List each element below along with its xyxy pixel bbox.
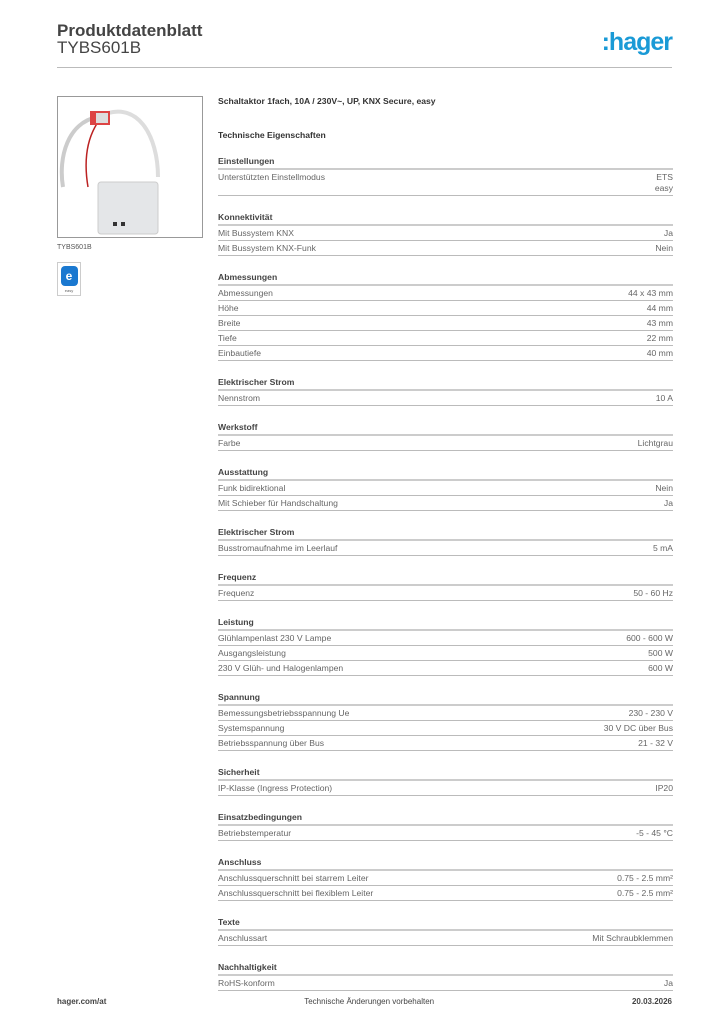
spec-row bbox=[218, 286, 673, 301]
spec-value: 50 - 60 Hz bbox=[633, 588, 673, 598]
badge-label: easy bbox=[64, 287, 74, 293]
section-heading: Elektrischer Strom bbox=[218, 377, 673, 391]
spec-label: Anschlussquerschnitt bei starrem Leiter bbox=[218, 873, 369, 883]
spec-label: Farbe bbox=[218, 438, 241, 448]
spec-row bbox=[218, 301, 673, 316]
footer-date: 20.03.2026 bbox=[631, 997, 672, 1006]
spec-row bbox=[218, 226, 673, 241]
spec-value: 21 - 32 V bbox=[638, 738, 673, 748]
spec-row bbox=[218, 931, 673, 946]
spec-value: -5 - 45 °C bbox=[636, 828, 673, 838]
spec-row bbox=[218, 871, 673, 886]
spec-value: 43 mm bbox=[646, 318, 673, 328]
section-heading: Einsatzbedingungen bbox=[218, 812, 673, 826]
spec-row bbox=[218, 541, 673, 556]
spec-section bbox=[218, 767, 673, 796]
spec-row bbox=[218, 316, 673, 331]
spec-value: 44 mm bbox=[646, 303, 673, 313]
spec-label: Nennstrom bbox=[218, 393, 261, 403]
spec-section bbox=[218, 572, 673, 601]
footer-disclaimer: Technische Änderungen vorbehalten bbox=[304, 997, 435, 1006]
spec-row bbox=[218, 331, 673, 346]
spec-value: Ja bbox=[663, 228, 673, 238]
spec-section bbox=[218, 272, 673, 361]
spec-section bbox=[218, 212, 673, 256]
spec-value: Ja bbox=[663, 498, 673, 508]
spec-label: Betriebstemperatur bbox=[218, 828, 292, 838]
section-heading: Leistung bbox=[218, 617, 673, 631]
spec-section bbox=[218, 617, 673, 676]
section-heading: Nachhaltigkeit bbox=[218, 962, 673, 976]
spec-label: Mit Bussystem KNX bbox=[218, 228, 294, 238]
image-caption: TYBS601B bbox=[57, 244, 92, 251]
spec-row bbox=[218, 170, 673, 196]
spec-row bbox=[218, 826, 673, 841]
spec-label: Betriebsspannung über Bus bbox=[218, 738, 325, 748]
spec-row bbox=[218, 721, 673, 736]
footer-website[interactable]: hager.com/at bbox=[57, 997, 107, 1006]
spec-row bbox=[218, 481, 673, 496]
spec-row bbox=[218, 346, 673, 361]
spec-label: Anschlussquerschnitt bei flexiblem Leiter bbox=[218, 888, 374, 898]
spec-label: Unterstützten Einstellmodus bbox=[218, 172, 325, 182]
spec-section bbox=[218, 467, 673, 511]
spec-row bbox=[218, 781, 673, 796]
spec-row bbox=[218, 646, 673, 661]
spec-label: Einbautiefe bbox=[218, 348, 262, 358]
spec-value: 40 mm bbox=[646, 348, 673, 358]
spec-row bbox=[218, 706, 673, 721]
easy-badge bbox=[57, 262, 81, 296]
spec-section bbox=[218, 527, 673, 556]
section-heading: Anschluss bbox=[218, 857, 673, 871]
easy-logo-icon: e bbox=[61, 266, 78, 286]
spec-label: 230 V Glüh- und Halogenlampen bbox=[218, 663, 344, 673]
spec-row bbox=[218, 391, 673, 406]
spec-label: Bemessungsbetriebsspannung Ue bbox=[218, 708, 350, 718]
spec-label: Frequenz bbox=[218, 588, 255, 598]
spec-label: Systemspannung bbox=[218, 723, 285, 733]
spec-label: Busstromaufnahme im Leerlauf bbox=[218, 543, 338, 553]
spec-value: Mit Schraubklemmen bbox=[592, 933, 673, 943]
spec-label: RoHS-konform bbox=[218, 978, 275, 988]
spec-value: 10 A bbox=[655, 393, 673, 403]
spec-label: Tiefe bbox=[218, 333, 237, 343]
spec-value: 230 - 230 V bbox=[628, 708, 673, 718]
spec-label: Höhe bbox=[218, 303, 239, 313]
spec-section bbox=[218, 812, 673, 841]
spec-row bbox=[218, 436, 673, 451]
spec-value: IP20 bbox=[655, 783, 673, 793]
header-divider bbox=[57, 67, 672, 68]
section-heading: Konnektivität bbox=[218, 212, 673, 226]
spec-row bbox=[218, 661, 673, 676]
spec-label: Glühlampenlast 230 V Lampe bbox=[218, 633, 332, 643]
spec-value: 5 mA bbox=[652, 543, 673, 553]
spec-label: Funk bidirektional bbox=[218, 483, 286, 493]
spec-row bbox=[218, 886, 673, 901]
product-code: TYBS601B bbox=[57, 38, 142, 57]
product-image bbox=[57, 96, 203, 238]
section-heading: Texte bbox=[218, 917, 673, 931]
spec-value: Nein bbox=[655, 483, 673, 493]
spec-label: Mit Bussystem KNX-Funk bbox=[218, 243, 316, 253]
spec-value: 0.75 - 2.5 mm² bbox=[617, 873, 673, 883]
tech-heading: Technische Eigenschaften bbox=[218, 130, 326, 140]
spec-value: 500 W bbox=[648, 648, 673, 658]
spec-row bbox=[218, 976, 673, 991]
spec-label: Anschlussart bbox=[218, 933, 268, 943]
section-heading: Elektrischer Strom bbox=[218, 527, 673, 541]
spec-value: 44 x 43 mm bbox=[628, 288, 673, 298]
page-title: Produktdatenblatt bbox=[57, 21, 203, 40]
spec-label: Breite bbox=[218, 318, 241, 328]
spec-label: IP-Klasse (Ingress Protection) bbox=[218, 783, 333, 793]
spec-value: 600 W bbox=[648, 663, 673, 673]
spec-section bbox=[218, 692, 673, 751]
spec-value: 0.75 - 2.5 mm² bbox=[617, 888, 673, 898]
section-heading: Ausstattung bbox=[218, 467, 673, 481]
section-heading: Sicherheit bbox=[218, 767, 673, 781]
section-heading: Abmessungen bbox=[218, 272, 673, 286]
spec-row bbox=[218, 631, 673, 646]
spec-value: ETS easy bbox=[654, 172, 673, 193]
spec-section bbox=[218, 962, 673, 991]
spec-value: Nein bbox=[655, 243, 673, 253]
spec-value: 22 mm bbox=[646, 333, 673, 343]
hager-logo: :hager bbox=[601, 28, 672, 56]
spec-sheet bbox=[218, 96, 673, 991]
spec-value: Lichtgrau bbox=[637, 438, 673, 448]
spec-value: Ja bbox=[663, 978, 673, 988]
section-heading: Werkstoff bbox=[218, 422, 673, 436]
product-description: Schaltaktor 1fach, 10A / 230V~, UP, KNX Secure, easy bbox=[218, 96, 436, 106]
spec-label: Ausgangsleistung bbox=[218, 648, 286, 658]
section-heading: Frequenz bbox=[218, 572, 673, 586]
spec-row bbox=[218, 736, 673, 751]
spec-section bbox=[218, 377, 673, 406]
spec-value: 600 - 600 W bbox=[626, 633, 673, 643]
spec-section bbox=[218, 857, 673, 901]
spec-section bbox=[218, 422, 673, 451]
footer bbox=[57, 997, 672, 1006]
spec-section bbox=[218, 156, 673, 196]
spec-row bbox=[218, 496, 673, 511]
section-heading: Einstellungen bbox=[218, 156, 673, 170]
section-heading: Spannung bbox=[218, 692, 673, 706]
spec-label: Abmessungen bbox=[218, 288, 273, 298]
spec-section bbox=[218, 917, 673, 946]
spec-row bbox=[218, 241, 673, 256]
spec-row bbox=[218, 586, 673, 601]
spec-value: 30 V DC über Bus bbox=[603, 723, 673, 733]
spec-label: Mit Schieber für Handschaltung bbox=[218, 498, 338, 508]
